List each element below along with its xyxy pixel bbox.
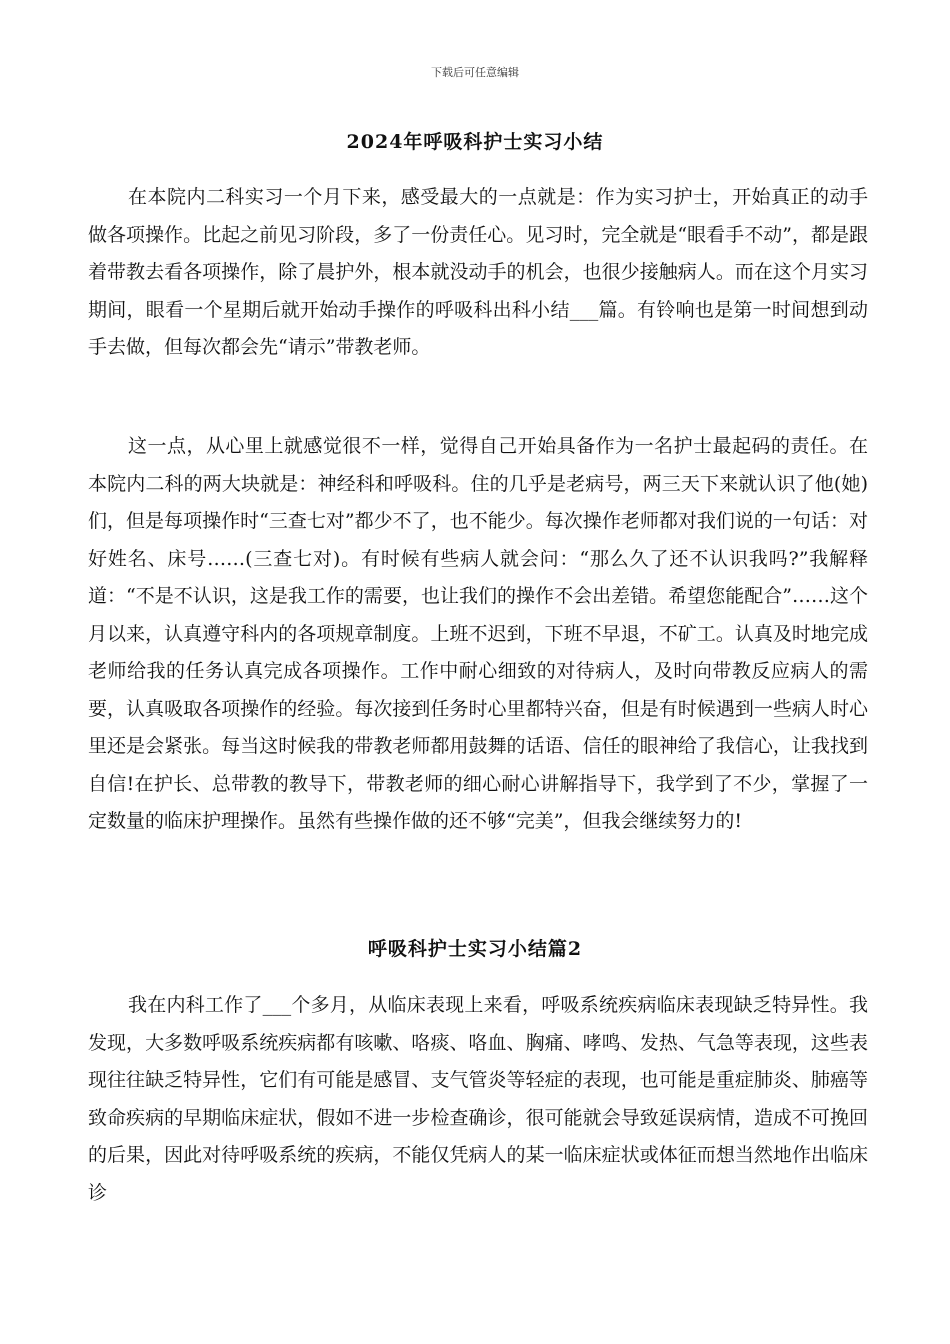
document-title: 2024年呼吸科护士实习小结 <box>346 131 604 153</box>
paragraph: 在本院内二科实习一个月下来，感受最大的一点就是：作为实习护士，开始真正的动手做各项操作。比起之前见习阶段，多了一份责任心。见习时，完全就是“眼看手不动”，都是跟着带教去看各项操作，除了晨护外，根本就没动手的机会，也很少接触病人。而在这个月实习期间，眼看一个星期后就开始动手操作的呼吸科出科小结___篇。有铃响也是第一时间想到动手去做，但每次都会先“请示”带教老师。 <box>88 186 868 358</box>
page-header: 下载后可任意编辑 <box>431 66 519 79</box>
section-title: 呼吸科护士实习小结篇2 <box>367 938 583 960</box>
paragraph: 这一点，从心里上就感觉很不一样，觉得自己开始具备作为一名护士最起码的责任。在本院内二科的两大块就是：神经科和呼吸科。住的几乎是老病号，两三天下来就认识了他(她)们，但是每项操作时“三查七对”都少不了，也不能少。每次操作老师都对我们说的一句话：对好姓名、床号……(三查七对)。有时候有些病人就会问：“那么久了还不认识我吗?”我解释道：“不是不认识，这是我工作的需要，也让我们的操作不会出差错。希望您能配合”……这个月以来，认真遵守科内的各项规章制度。上班不迟到，下班不早退，不矿工。认真及时地完成老师给我的任务认真完成各项操作。工作中耐心细致的对待病人，及时向带教反应病人的需要，认真吸取各项操作的经验。每次接到任务时心里都特兴奋，但是有时候遇到一些病人时心里还是会紧张。每当这时候我的带教老师都用鼓舞的话语、信任的眼神给了我信心，让我找到自信!在护长、总带教的教导下，带教老师的细心耐心讲解指导下，我学到了不少，掌握了一定数量的临床护理操作。虽然有些操作做的还不够“完美”，但我会继续努力的! <box>88 435 868 832</box>
paragraph: 我在内科工作了___个多月，从临床表现上来看，呼吸系统疾病临床表现缺乏特异性。我发现，大多数呼吸系统疾病都有咳嗽、咯痰、咯血、胸痛、哮鸣、发热、气急等表现，这些表现往往缺乏特异性，它们有可能是感冒、支气管炎等轻症的表现，也可能是重症肺炎、肺癌等致命疾病的早期临床症状，假如不进一步检查确诊，很可能就会导致延误病情，造成不可挽回的后果，因此对待呼吸系统的疾病，不能仅凭病人的某一临床症状或体征而想当然地作出临床诊 <box>88 994 868 1204</box>
